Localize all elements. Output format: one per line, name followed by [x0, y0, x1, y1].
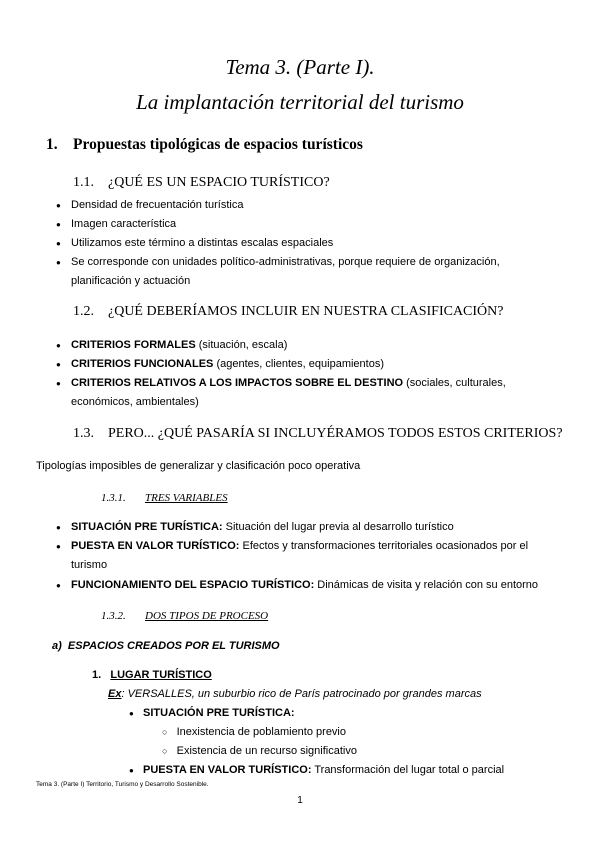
section-number: 1.3. [73, 426, 94, 441]
section-title: ¿QUÉ DEBERÍAMOS INCLUIR EN NUESTRA CLASIFICACIÓN? [108, 304, 504, 319]
example-line [108, 688, 482, 700]
bullet-icon: ● [56, 379, 61, 388]
circle-bullet-icon: ○ [162, 746, 168, 756]
item-title: LUGAR TURÍSTICO [110, 669, 212, 681]
bullet-icon: ● [56, 258, 61, 267]
item-number: 1. [92, 669, 102, 681]
list-item-text: Imagen característica [71, 218, 177, 230]
paragraph: Tipologías imposibles de generalizar y clasificación poco operativa [36, 460, 361, 472]
section-number: 1. [46, 136, 58, 153]
lugar-heading [92, 669, 212, 681]
bullet-icon: ● [56, 220, 61, 229]
list-item-text: (sociales, culturales, económicos, ambientales) [71, 377, 506, 408]
section-title: DOS TIPOS DE PROCESO [145, 610, 269, 622]
list-item-bold: FUNCIONAMIENTO DEL ESPACIO TURÍSTICO: [71, 579, 315, 591]
section-title: PERO... ¿QUÉ PASARÍA SI INCLUYÉRAMOS TODOS ESTOS CRITERIOS? [108, 426, 563, 441]
page-number: 1 [297, 795, 303, 806]
bullet-icon: ● [56, 341, 61, 350]
list-item-bold: CRITERIOS FUNCIONALES [71, 358, 214, 370]
bullet-icon: ● [56, 581, 61, 590]
list-item [56, 355, 551, 374]
list-item [56, 234, 551, 253]
circle-bullet-icon: ○ [162, 727, 168, 737]
sub-label: a) [52, 640, 62, 652]
list-item-text: (situación, escala) [195, 339, 288, 351]
list-item-text: Efectos y transformaciones territoriales ocasionados por el turismo [71, 540, 529, 571]
bullet-icon: ● [129, 709, 134, 718]
list-item-text: (agentes, clientes, equipamientos) [213, 358, 385, 370]
bullet-icon: ● [56, 542, 61, 551]
section-number: 1.3.1. [101, 492, 126, 504]
section-number: 1.2. [73, 304, 94, 319]
section-1-3-heading [73, 426, 563, 442]
list-item [56, 215, 551, 234]
section-number: 1.3.2. [101, 610, 126, 622]
list-item [56, 253, 511, 291]
example-text: : VERSALLES, un suburbio rico de París patrocinado por grandes marcas [121, 688, 482, 700]
list-item-text: Transformación del lugar total o parcial [311, 764, 505, 776]
list-item [56, 196, 551, 215]
list-item-text: Densidad de frecuentación turística [71, 199, 244, 211]
bullet-icon: ● [56, 360, 61, 369]
list-item [56, 576, 551, 595]
list-item-bold: PUESTA EN VALOR TURÍSTICO: [71, 540, 240, 552]
list-item-text: Dinámicas de visita y relación con su entorno [314, 579, 539, 591]
list-item-text: Situación del lugar previa al desarrollo turístico [222, 521, 454, 533]
list-item-text: Se corresponde con unidades político-administrativas, porque requiere de organización, planificación y actuación [71, 256, 500, 287]
list-item-text: Inexistencia de poblamiento previo [176, 726, 346, 738]
section-title: Propuestas tipológicas de espacios turísticos [73, 136, 363, 153]
list-item-text: Utilizamos este término a distintas escalas espaciales [71, 237, 334, 249]
bullet-icon: ● [129, 766, 134, 775]
section-1-3-2-heading [101, 610, 268, 622]
section-1-1-heading [73, 175, 330, 191]
section-1-2-heading [73, 304, 504, 320]
list-item-text: Existencia de un recurso significativo [176, 745, 357, 757]
list-item [56, 537, 541, 575]
doc-title-line1: Tema 3. (Parte I). [225, 55, 375, 79]
list-item-bold: SITUACIÓN PRE TURÍSTICA: [143, 707, 295, 719]
list-item [56, 336, 551, 355]
example-label: Ex [108, 688, 122, 700]
section-title: TRES VARIABLES [145, 492, 228, 504]
section-1-3-1-heading [101, 492, 228, 504]
list-item-bold: SITUACIÓN PRE TURÍSTICA: [71, 521, 223, 533]
list-item [162, 726, 346, 738]
list-item [162, 745, 357, 757]
doc-title-line2: La implantación territorial del turismo [136, 90, 464, 114]
list-item-bold: CRITERIOS FORMALES [71, 339, 196, 351]
list-item-bold: CRITERIOS RELATIVOS A LOS IMPACTOS SOBRE EL DESTINO [71, 377, 404, 389]
section-title: ¿QUÉ ES UN ESPACIO TURÍSTICO? [108, 175, 330, 190]
list-item [56, 374, 521, 412]
list-item-bold: PUESTA EN VALOR TURÍSTICO: [143, 764, 312, 776]
section-1-heading [46, 136, 363, 154]
list-item [129, 764, 504, 776]
section-number: 1.1. [73, 175, 94, 190]
page-footer: Tema 3. (Parte I) Territorio, Turismo y Desarrollo Sostenible. [36, 781, 209, 788]
bullet-icon: ● [56, 201, 61, 210]
bullet-icon: ● [56, 523, 61, 532]
bullet-icon: ● [56, 239, 61, 248]
list-item [129, 707, 295, 719]
subheading-a [52, 640, 280, 652]
sub-title: ESPACIOS CREADOS POR EL TURISMO [67, 640, 280, 652]
list-item [56, 518, 551, 537]
